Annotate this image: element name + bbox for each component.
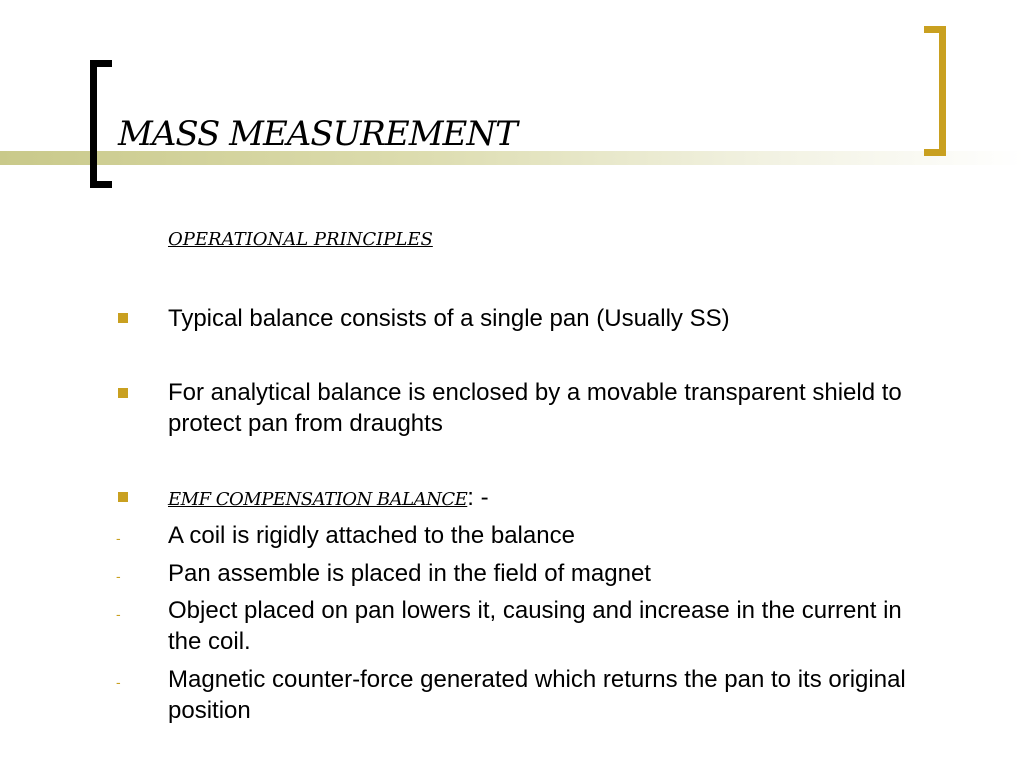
dash-marker-icon: -: [116, 568, 121, 584]
dash-marker-icon: -: [116, 606, 121, 622]
bullet-item: Typical balance consists of a single pan (Usually SS): [168, 305, 730, 332]
sub-list-item: A coil is rigidly attached to the balance: [168, 522, 575, 549]
slide-subtitle: OPERATIONAL PRINCIPLES: [168, 229, 433, 250]
bullet-item: For analytical balance is enclosed by a movable transparent shield to protect pan from draughts: [168, 379, 902, 437]
dash-marker-icon: -: [116, 674, 121, 690]
bullet-square-icon: [118, 492, 128, 502]
emf-label-suffix: : -: [467, 484, 489, 511]
left-bracket-decoration: [90, 60, 112, 188]
slide-title: MASS MEASUREMENT: [118, 114, 517, 154]
bullet-item-emf: [168, 482, 928, 515]
sub-list-item: Object placed on pan lowers it, causing and increase in the current in the coil.: [168, 597, 902, 655]
sub-list-item: Pan assemble is placed in the field of magnet: [168, 560, 651, 587]
right-bracket-decoration: [924, 26, 946, 156]
bullet-square-icon: [118, 388, 128, 398]
sub-list-item: Magnetic counter-force generated which returns the pan to its original position: [168, 666, 906, 724]
bullet-square-icon: [118, 313, 128, 323]
dash-marker-icon: -: [116, 530, 121, 546]
emf-compensation-label: EMF COMPENSATION BALANCE: [168, 489, 468, 510]
